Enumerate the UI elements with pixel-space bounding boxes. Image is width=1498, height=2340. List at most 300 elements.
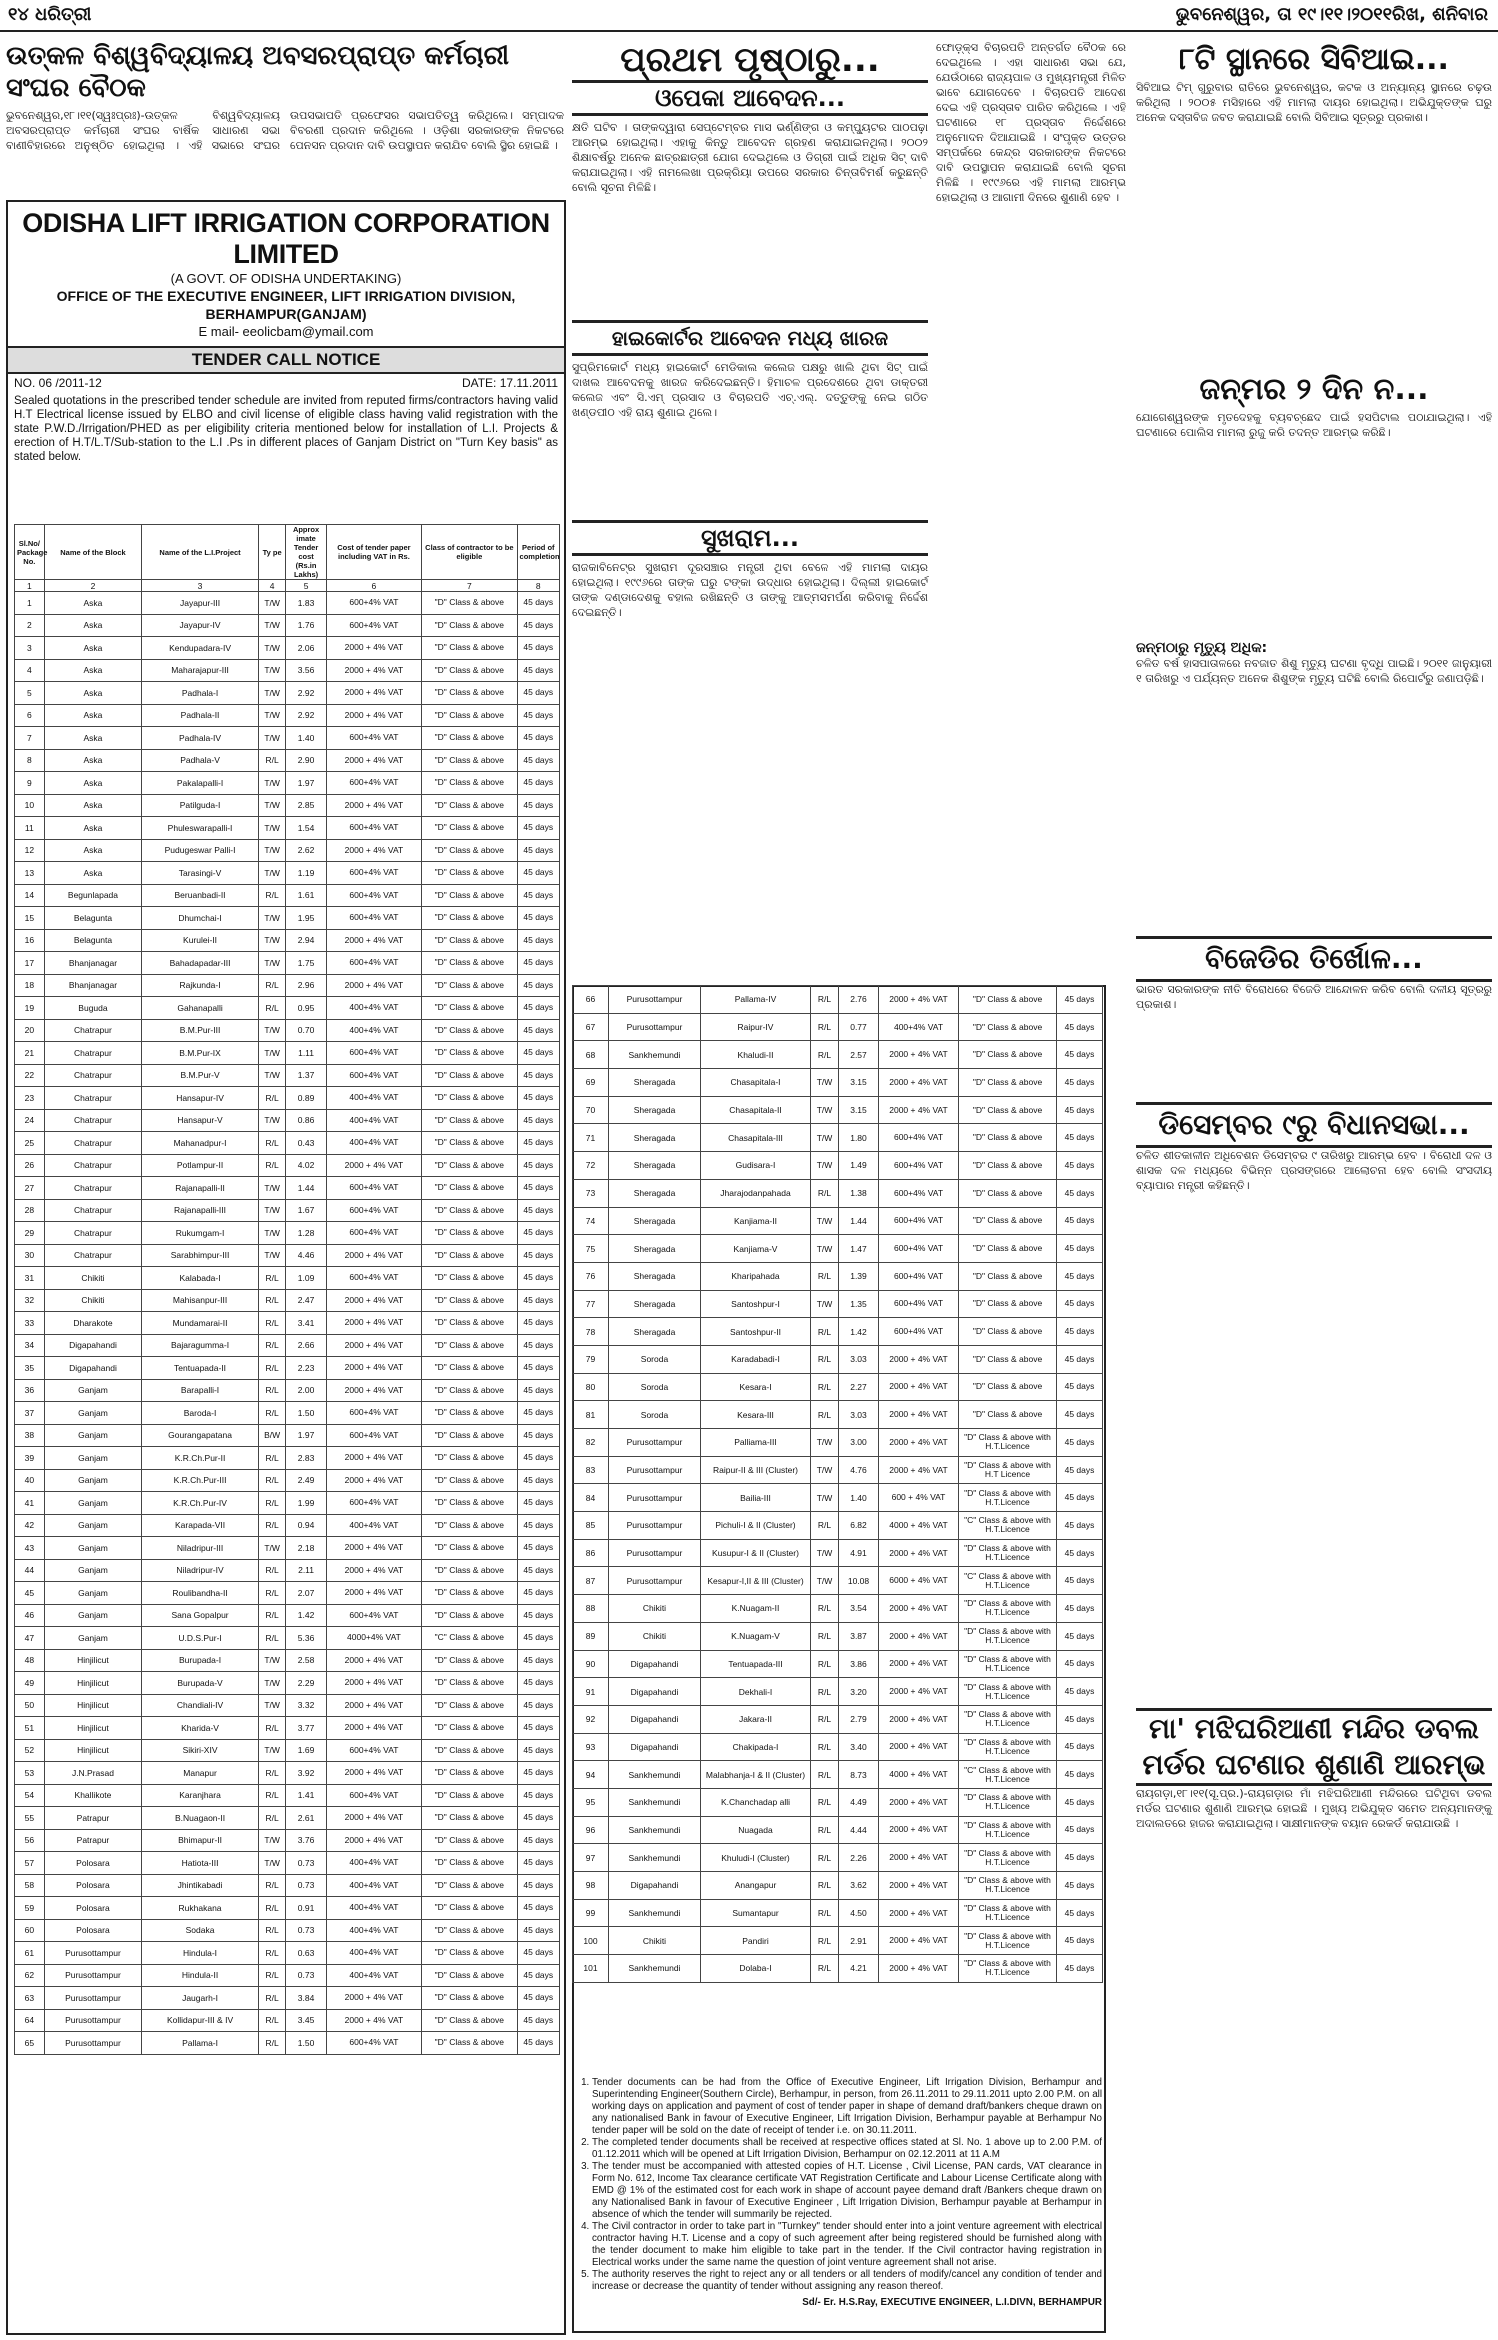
cell-project: Bahadapadar-III [142,952,259,975]
column-continuation [936,40,1126,940]
cell-block: Aska [44,749,142,772]
cell-class: "D" Class & above [422,1582,517,1605]
table-row [573,1650,1103,1678]
cell-class: "D" Class & above [422,1739,517,1762]
cell-block: Ganjam [44,1537,142,1560]
cell-class: "D" Class & above [422,1312,517,1335]
cell-project: Potlampur-II [142,1154,259,1177]
cell-cost: 1.42 [839,1318,879,1346]
cell-period: 45 days [1057,1318,1103,1346]
cell-block: Sheragada [609,1290,701,1318]
cell-type: R/L [258,884,286,907]
cell-sl: 99 [573,1899,609,1927]
cell-project: Pudugeswar Palli-I [142,839,259,862]
table-row [15,1357,560,1380]
cell-period: 45 days [517,1222,559,1245]
kicker: ପ୍ରଥମ ପୃଷ୍ଠାରୁ... [620,40,880,80]
table-row [15,1087,560,1110]
cell-class: "D" Class & above [959,1345,1057,1373]
cell-project: Maharajapur-III [142,659,259,682]
cell-type: R/L [258,1357,286,1380]
table-row [15,997,560,1020]
cell-type: R/L [811,1844,839,1872]
column-header: Name of the L.I.Project [142,525,259,580]
cell-project: Rukumgam-I [142,1222,259,1245]
dateline: ଭୁବନେଶ୍ୱର, ତା ୧୯।୧୧।୨୦୧୧ରିଖ, ଶନିବାର [1175,4,1488,25]
story-newborn-body: ଯୋଗେଶ୍ୱରଙ୍କ ମୃତଦେହକୁ ବ୍ୟବଚ୍ଛେଦ ପାଇଁ ହସପିଟାଲ ପଠାଯାଇଥିଲା। ଏହି ଘଟଣାରେ ପୋଲିସ ମାମଲା ରୁଜୁ କରି ତଦନ୍ତ ଆରମ୍ଭ କରିଛି। [1136,411,1492,439]
cell-paper: 2000 + 4% VAT [326,1672,421,1695]
cell-block: Digapahandi [44,1357,142,1380]
cell-sl: 50 [15,1694,45,1717]
cell-cost: 3.03 [839,1401,879,1429]
cell-project: Sana Gopalpur [142,1604,259,1627]
cell-class: "C" Class & above with H.T.Licence [959,1761,1057,1789]
cell-class: "D" Class & above [422,1964,517,1987]
cell-class: "D" Class & above [959,1290,1057,1318]
cell-project: Palliama-III [701,1429,811,1457]
cell-project: Barapalli-I [142,1379,259,1402]
cell-paper: 600+4% VAT [326,1492,421,1515]
cell-period: 45 days [1057,1124,1103,1152]
cell-type: T/W [811,1290,839,1318]
cell-period: 45 days [517,1717,559,1740]
cell-sl: 31 [15,1267,45,1290]
cell-sl: 12 [15,839,45,862]
cell-project: Rajanapalli-II [142,1177,259,1200]
table-row [573,1429,1103,1457]
cell-class: "D" Class & above [422,862,517,885]
cell-cost: 2.49 [286,1469,326,1492]
column-number: 1 [15,580,45,592]
cell-project: Kharida-V [142,1717,259,1740]
cell-cost: 1.37 [286,1064,326,1087]
cell-sl: 56 [15,1829,45,1852]
cell-period: 45 days [517,1042,559,1065]
cell-period: 45 days [1057,1705,1103,1733]
cell-cost: 2.83 [286,1447,326,1470]
cell-cost: 2.91 [839,1927,879,1955]
cell-sl: 64 [15,2009,45,2032]
cell-type: T/W [258,772,286,795]
cell-block: Digapahandi [44,1334,142,1357]
cell-sl: 47 [15,1627,45,1650]
cell-type: R/L [811,1318,839,1346]
cell-block: Purusottampur [44,1987,142,2010]
table-row [15,1199,560,1222]
cell-type: R/L [258,1514,286,1537]
cell-type: T/W [258,1852,286,1875]
cell-block: Sheragada [609,1124,701,1152]
table-row [15,2032,560,2055]
cell-sl: 41 [15,1492,45,1515]
cell-project: Sodaka [142,1919,259,1942]
cell-cost: 3.84 [286,1987,326,2010]
cell-block: Ganjam [44,1402,142,1425]
cell-sl: 89 [573,1622,609,1650]
cell-class: "D" Class & above [959,1096,1057,1124]
cell-class: "D" Class & above [959,1179,1057,1207]
cell-period: 45 days [1057,1955,1103,1983]
cell-sl: 95 [573,1788,609,1816]
cell-sl: 46 [15,1604,45,1627]
table-row [15,1784,560,1807]
table-row [15,1019,560,1042]
cell-sl: 82 [573,1429,609,1457]
cell-paper: 2000 + 4% VAT [326,1154,421,1177]
cell-sl: 62 [15,1964,45,1987]
table-row [573,1788,1103,1816]
cell-class: "D" Class & above [422,929,517,952]
cell-block: Sankhemundi [609,1955,701,1983]
cell-paper: 2000 + 4% VAT [326,1537,421,1560]
cell-period: 45 days [517,1357,559,1380]
cell-block: Hinjilicut [44,1672,142,1695]
cell-sl: 91 [573,1678,609,1706]
story-sukhram-body: ରାଜକାବିନେଟ୍‌ର ସୁଖରାମ ଦୂରସଞ୍ଚାର ମନ୍ତ୍ରୀ ଥିବା ବେଳେ ଏହି ମାମଲା ଦାୟର ହୋଇଥିଲା। ୧୯୯୬ରେ ତାଙ୍କ ଘରୁ ଟଙ୍କା ଉଦ୍ଧାର ହୋଇଥିଲା। ଦିଲ୍ଲୀ ହାଇକୋର୍ଟ ତାଙ୍କ ଦଣ୍ଡାଦେଶକୁ ବହାଲ ରଖିଛନ୍ତି ଓ ତାଙ୍କୁ ଆତ୍ମସମର୍ପଣ କରିବାକୁ ନିର୍ଦ୍ଦେଶ ଦେଇଛନ୍ତି। [572,561,928,619]
table-row [573,1872,1103,1900]
cell-project: B.Nuagaon-II [142,1807,259,1830]
table-row [573,1512,1103,1540]
cell-paper: 2000 + 4% VAT [879,1041,959,1069]
cell-project: Khaludi-II [701,1041,811,1069]
cell-class: "D" Class & above [959,1069,1057,1097]
cell-paper: 2000 + 4% VAT [879,1678,959,1706]
table-row [15,952,560,975]
cell-period: 45 days [517,614,559,637]
table-row [15,1807,560,1830]
continuation-body: ଫୋଡ଼୍‌କ୍ସ ବିଚାରପତି ଅନ୍ତର୍ଗତ ବୈଠକ ରେ ଦେଇଥିଲେ । ଏହା ସାଧାରଣ ସଭା ଯେ, ଯେଉଁଠାରେ ରାଜ୍ୟପାଳ ଓ ମୁଖ୍ୟମନ୍ତ୍ରୀ ମିଳିତ ଭାବେ ଯୋଗଦେବେ । ବିଚାରପତି ଆଦେଶ ଦେଇ ଏହି ପ୍ରସ୍ତାବ ପାରିତ କରିଥିଲେ । ଏହି ଘଟଣାରେ ୧୮ ପ୍ରସ୍ତାବ ନିର୍ଦ୍ଦେଶରେ ଅନୁମୋଦନ ଦିଆଯାଇଛି । ସଂପୃକ୍ତ ଉତ୍ତର ସମ୍ପର୍କରେ କେନ୍ଦ୍ର ସରକାରଙ୍କ ନିକଟରେ ଦାବି ଉପସ୍ଥାପନ କରାଯାଇଛି ବୋଲି ସୂଚନା ମିଳିଛି । ୧୯୯୬ରେ ଏହି ମାମଲା ଆରମ୍ଭ ହୋଇଥିଲା ଓ ଆଗାମୀ ଦିନରେ ଶୁଣାଣି ହେବ । [936,41,1126,204]
table-row [573,1235,1103,1263]
cell-type: R/L [258,1087,286,1110]
cell-type: B/W [258,1424,286,1447]
cell-period: 45 days [1057,1872,1103,1900]
cell-paper: 400+4% VAT [326,1852,421,1875]
cell-cost: 1.44 [286,1177,326,1200]
cell-paper: 600+4% VAT [326,1042,421,1065]
story-newborn-more: ଚଳିତ ବର୍ଷ ହାସପାତାଳରେ ନବଜାତ ଶିଶୁ ମୃତ୍ୟୁ ଘଟଣା ବୃଦ୍ଧି ପାଇଛି। ୨୦୧୧ ଜାନୁୟାରୀ ୧ ତାରିଖରୁ ଏ ପର୍ଯ୍ୟନ୍ତ ଅନେକ ଶିଶୁଙ୍କ ମୃତ୍ୟୁ ଘଟିଛି ବୋଲି ରିପୋର୍ଟରୁ ଜଣାପଡ଼ିଛି। [1136,657,1492,685]
cell-project: Karanjhara [142,1784,259,1807]
cell-type: T/W [258,1019,286,1042]
cell-paper: 600+4% VAT [326,1402,421,1425]
cell-sl: 49 [15,1672,45,1695]
cell-class: "D" Class & above [422,592,517,615]
cell-cost: 3.15 [839,1069,879,1097]
cell-period: 45 days [1057,1539,1103,1567]
cell-class: "D" Class & above [422,1874,517,1897]
table-row [15,704,560,727]
table-row [15,749,560,772]
cell-project: Rukhakana [142,1897,259,1920]
story-newborn-subhead: ଜନ୍ମଠାରୁ ମୃତ୍ୟୁ ଅଧିକ: [1136,640,1268,656]
cell-cost: 3.87 [839,1622,879,1650]
table-row [15,1649,560,1672]
table-row [15,1829,560,1852]
cell-type: T/W [811,1567,839,1595]
cell-sl: 94 [573,1761,609,1789]
cell-block: Digapahandi [609,1872,701,1900]
cell-project: Roulibandha-II [142,1582,259,1605]
cell-project: Khuludi-I (Cluster) [701,1844,811,1872]
cell-cost: 2.57 [839,1041,879,1069]
cell-paper: 600+4% VAT [879,1290,959,1318]
cell-cost: 2.47 [286,1289,326,1312]
table-row [15,1132,560,1155]
cell-block: Ganjam [44,1627,142,1650]
table-row [15,839,560,862]
cell-block: Chatrapur [44,1087,142,1110]
cell-project: Hindula-I [142,1942,259,1965]
table-row [573,1401,1103,1429]
cell-block: Ganjam [44,1492,142,1515]
cell-class: "D" Class & above [422,1942,517,1965]
cell-sl: 80 [573,1373,609,1401]
cell-cost: 1.76 [286,614,326,637]
cell-project: K.R.Ch.Pur-III [142,1469,259,1492]
cell-sl: 70 [573,1096,609,1124]
cell-block: Belagunta [44,929,142,952]
table-row [15,682,560,705]
cell-period: 45 days [517,1627,559,1650]
cell-type: R/L [258,1964,286,1987]
cell-sl: 97 [573,1844,609,1872]
cell-period: 45 days [517,1267,559,1290]
cell-period: 45 days [517,1199,559,1222]
tender-office: OFFICE OF THE EXECUTIVE ENGINEER, LIFT IRRIGATION DIVISION, BERHAMPUR(GANJAM) [56,288,516,322]
cell-paper: 600+4% VAT [879,1207,959,1235]
cell-project: Niladripur-III [142,1537,259,1560]
cell-type: R/L [811,1595,839,1623]
cell-sl: 77 [573,1290,609,1318]
cell-paper: 2000 + 4% VAT [326,839,421,862]
cell-sl: 35 [15,1357,45,1380]
cell-sl: 90 [573,1650,609,1678]
cell-block: Purusottampur [44,1964,142,1987]
cell-sl: 72 [573,1152,609,1180]
cell-block: Purusottampur [609,1013,701,1041]
cell-block: Sheragada [609,1152,701,1180]
cell-project: Bhimapur-II [142,1829,259,1852]
cell-type: T/W [258,1244,286,1267]
cell-class: "D" Class & above [422,952,517,975]
cell-block: Polosara [44,1874,142,1897]
cell-project: Nuagada [701,1816,811,1844]
table-header-row [15,525,560,580]
cell-class: "D" Class & above [422,1559,517,1582]
table-row [15,1874,560,1897]
cell-period: 45 days [517,1064,559,1087]
column-header: Class of contractor to be eligible [422,525,517,580]
cell-sl: 61 [15,1942,45,1965]
table-row [15,1919,560,1942]
cell-project: Rajkunda-I [142,974,259,997]
table-row [573,1345,1103,1373]
cell-sl: 48 [15,1649,45,1672]
cell-class: "D" Class & above [422,1649,517,1672]
cell-project: Padhala-II [142,704,259,727]
cell-period: 45 days [517,1897,559,1920]
cell-type: R/L [811,1816,839,1844]
cell-project: K.Nuagam-V [701,1622,811,1650]
table-row [15,2009,560,2032]
table-row [15,1244,560,1267]
table-row [15,1604,560,1627]
cell-class: "D" Class & above [422,1672,517,1695]
cell-block: Aska [44,817,142,840]
cell-class: "D" Class & above [422,772,517,795]
cell-project: Sumantapur [701,1899,811,1927]
story-temple-headline: ମା' ମଝିଘରିଆଣୀ ମନ୍ଦିର ଡବଲ ମର୍ଡର ଘଟଣାର ଶୁଣାଣି ଆରମ୍ଭ [1136,1708,1492,1786]
cell-block: Sankhemundi [609,1844,701,1872]
cell-sl: 39 [15,1447,45,1470]
cell-block: Khallikote [44,1784,142,1807]
cell-paper: 600+4% VAT [326,772,421,795]
cell-cost: 0.73 [286,1964,326,1987]
table-row [573,1152,1103,1180]
cell-paper: 2000 + 4% VAT [879,1872,959,1900]
cell-project: Rajanapalli-III [142,1199,259,1222]
cell-class: "D" Class & above [422,839,517,862]
column-header: Period of completion [517,525,559,580]
cell-type: T/W [258,1064,286,1087]
story-temple-body: ରାୟଗଡ଼ା,୧୮।୧୧(ସୂ.ପ୍ର.)-ରାୟଗଡ଼ାର ମାଁ ମଝିଘରିଆଣୀ ମନ୍ଦିରରେ ଘଟିଥିବା ଡବଲ ମର୍ଡର ଘଟଣାର ଶୁଣାଣି ଆରମ୍ଭ ହୋଇଛି । ମୁଖ୍ୟ ଅଭିଯୁକ୍ତ ସମେତ ଅନ୍ୟମାନଙ୍କୁ ଅଦାଲତରେ ହାଜର କରାଯାଇଥିଲା। ସାକ୍ଷୀମାନଙ୍କ ବୟାନ ରେକର୍ଡ କରାଯାଉଛି । [1136,1787,1492,1830]
cell-class: "D" Class & above with H.T.Licence [959,1429,1057,1457]
cell-paper: 2000 + 4% VAT [326,637,421,660]
cell-period: 45 days [517,1424,559,1447]
cell-project: Burupada-V [142,1672,259,1695]
cell-type: R/L [258,2009,286,2032]
cell-type: T/W [811,1207,839,1235]
cell-class: "D" Class & above [959,1013,1057,1041]
cell-sl: 71 [573,1124,609,1152]
cell-type: T/W [811,1429,839,1457]
article-body: ଭୁବନେଶ୍ୱର,୧୮।୧୧(ସ୍ୱଃପ୍ରଃ)-ଉତ୍କଳ ବିଶ୍ୱବିଦ୍ୟାଳୟ ଅବସରପ୍ରାପ୍ତ କର୍ମଚାରୀ ସଂଘର ବାର୍ଷିକ ସାଧାରଣ ସଭା ବାଣୀବିହାରରେ ଅନୁଷ୍ଠିତ ହୋଇଥିଲା । ଏହି ସଭାରେ ସଂଘର ଉପସଭାପତି ପ୍ରଫେସର ସଭାପତିତ୍ୱ କରିଥିଲେ। ସମ୍ପାଦକ ବିବରଣୀ ପ୍ରଦାନ କରିଥିଲେ । ଓଡ଼ିଶା ସରକାରଙ୍କ ନିକଟରେ ପେନସନ ପ୍ରଦାନ ଦାବି ଉପସ୍ଥାପନ କରାଯିବ ବୋଲି ସ୍ଥିର ହୋଇଛି । [6,109,564,152]
cell-class: "D" Class & above [422,1987,517,2010]
cell-sl: 73 [573,1179,609,1207]
cell-sl: 20 [15,1019,45,1042]
cell-class: "D" Class & above [422,1717,517,1740]
cell-period: 45 days [1057,1595,1103,1623]
column-news-right [1136,40,1492,2216]
table-row [573,1622,1103,1650]
cell-paper: 600+4% VAT [326,1739,421,1762]
cell-cost: 1.61 [286,884,326,907]
cell-type: T/W [258,682,286,705]
cell-class: "D" Class & above [959,1318,1057,1346]
cell-sl: 34 [15,1334,45,1357]
cell-sl: 60 [15,1919,45,1942]
column-number: 8 [517,580,559,592]
tender-note: 3. The tender must be accompanied with attested copies of H.T. License , Civil License, PAN cards, VAT clearance in Form No. 612, Income Tax clearance certificate VAT Registration Certificate and Labour License Certificate along with EMD @ 1% of the estimated cost for each work in shape of account payee demand draft /Bankers cheque drawn on any Nationalised Bank in favour of Executive Engineer , Lift Irrigation Division, Berhampur payable at Berhampur in absence of which the tender will summarily be rejected. [592,2161,1102,2221]
cell-class: "D" Class & above [422,884,517,907]
cell-sl: 52 [15,1739,45,1762]
cell-sl: 16 [15,929,45,952]
cell-paper: 400+4% VAT [326,1514,421,1537]
cell-type: R/L [258,1807,286,1830]
cell-period: 45 days [517,1649,559,1672]
table-row [15,1154,560,1177]
cell-period: 45 days [517,1807,559,1830]
cell-cost: 1.40 [839,1484,879,1512]
cell-block: Hinjilicut [44,1694,142,1717]
cell-class: "D" Class & above [422,1469,517,1492]
tender-refline [8,374,564,392]
cell-cost: 1.09 [286,1267,326,1290]
cell-project: Chasapitala-III [701,1124,811,1152]
cell-period: 45 days [517,1109,559,1132]
cell-cost: 2.61 [286,1807,326,1830]
cell-project: Niladripur-IV [142,1559,259,1582]
tender-note: 5. The authority reserves the right to reject any or all tenders or all tenders of modify/cancel any condition of tender and increase or decrease the quantity of tender without assigning any reason thereof. [592,2269,1102,2293]
cell-project: Kusupur-I & II (Cluster) [701,1539,811,1567]
cell-project: Sikiri-XIV [142,1739,259,1762]
cell-period: 45 days [1057,1622,1103,1650]
cell-sl: 2 [15,614,45,637]
cell-block: Aska [44,727,142,750]
cell-sl: 54 [15,1784,45,1807]
cell-period: 45 days [517,817,559,840]
cell-project: Chandiali-IV [142,1694,259,1717]
table-row [573,986,1103,1014]
cell-paper: 2000 + 4% VAT [879,986,959,1014]
cell-class: "D" Class & above [422,997,517,1020]
cell-sl: 42 [15,1514,45,1537]
cell-period: 45 days [517,1514,559,1537]
column-number: 3 [142,580,259,592]
cell-project: Baroda-I [142,1402,259,1425]
cell-type: R/L [258,1267,286,1290]
cell-paper: 2000 + 4% VAT [879,1650,959,1678]
table-row [573,1816,1103,1844]
cell-paper: 400+4% VAT [326,1874,421,1897]
cell-class: "C" Class & above with H.T.Licence [959,1512,1057,1540]
cell-cost: 1.38 [839,1179,879,1207]
table-row [15,1964,560,1987]
cell-period: 45 days [517,907,559,930]
cell-type: R/L [258,1582,286,1605]
table-row [15,974,560,997]
table-row [573,1096,1103,1124]
story-bjd-body: ଭାରତ ସରକାରଙ୍କ ନୀତି ବିରୋଧରେ ବିଜେଡି ଆନ୍ଦୋଳନ କରିବ ବୋଲି ଦଳୀୟ ସୂତ୍ରରୁ ପ୍ରକାଶ। [1136,983,1492,1011]
cell-class: "D" Class & above [422,1132,517,1155]
cell-project: Bajaragumma-I [142,1334,259,1357]
cell-project: Kesapur-I,II & III (Cluster) [701,1567,811,1595]
cell-paper: 2000 + 4% VAT [879,1096,959,1124]
tender-notice [6,200,566,2335]
cell-type: R/L [811,1622,839,1650]
cell-paper: 600+4% VAT [326,884,421,907]
cell-sl: 6 [15,704,45,727]
cell-sl: 75 [573,1235,609,1263]
cell-sl: 58 [15,1874,45,1897]
cell-project: B.M.Pur-IX [142,1042,259,1065]
cell-type: R/L [811,1345,839,1373]
cell-class: "D" Class & above [422,1289,517,1312]
table-row [573,1567,1103,1595]
cell-class: "D" Class & above [422,1514,517,1537]
cell-sl: 3 [15,637,45,660]
cell-block: Aska [44,794,142,817]
cell-class: "D" Class & above [422,1064,517,1087]
cell-block: Polosara [44,1919,142,1942]
tender-no: NO. 06 /2011-12 [14,376,102,390]
cell-class: "D" Class & above [422,1604,517,1627]
cell-period: 45 days [1057,1927,1103,1955]
cell-class: "D" Class & above with H.T.Licence [959,1705,1057,1733]
cell-project: Jayapur-IV [142,614,259,637]
cell-paper: 600+4% VAT [326,1424,421,1447]
tender-email: E mail- eeolicbam@ymail.com [198,324,374,339]
cell-period: 45 days [1057,1567,1103,1595]
